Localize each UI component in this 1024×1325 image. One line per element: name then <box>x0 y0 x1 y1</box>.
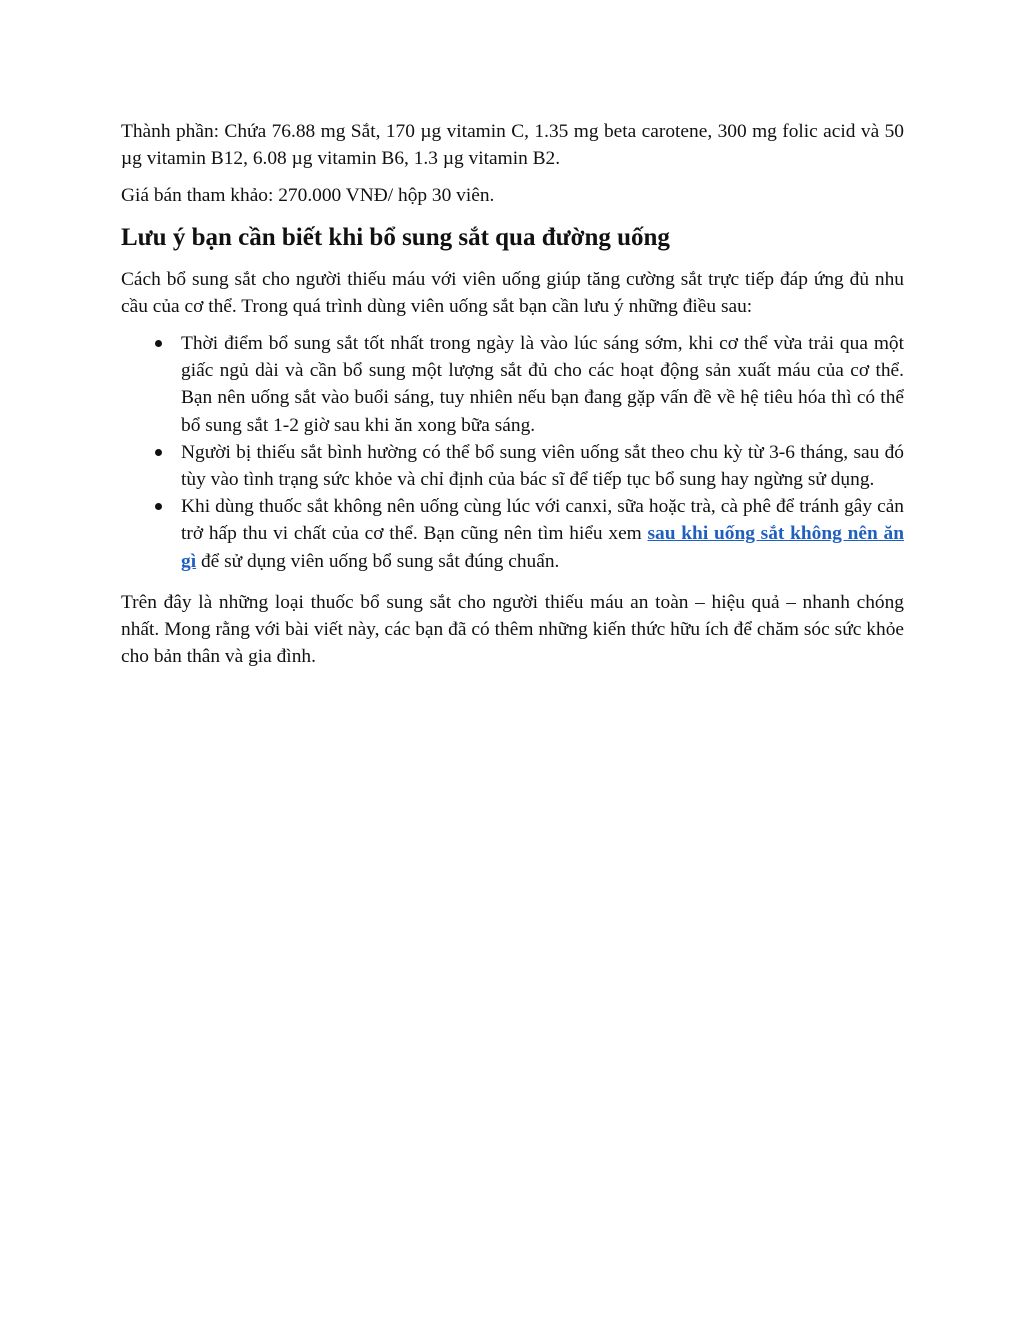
list-item-text-after: để sử dụng viên uống bổ sung sắt đúng chuẩn. <box>196 550 560 572</box>
section-heading: Lưu ý bạn cần biết khi bổ sung sắt qua đường uống <box>121 223 670 251</box>
list-item <box>121 493 904 575</box>
iron-food-link[interactable]: sau khi uống sắt không nên ăn gì <box>181 523 904 572</box>
bullet-dot-icon <box>155 503 162 510</box>
tips-list <box>121 330 904 575</box>
price-paragraph: Giá bán tham khảo: 270.000 VNĐ/ hộp 30 viên. <box>121 185 495 207</box>
bullet-dot-icon <box>155 449 162 456</box>
conclusion-paragraph: Trên đây là những loại thuốc bổ sung sắt cho người thiếu máu an toàn – hiệu quả – nhanh chóng nhất. Mong rằng với bài viết này, các bạn đã có thêm những kiến thức hữu ích để chăm sóc sức khỏe cho bản thân và gia đình. <box>121 591 904 668</box>
list-item <box>121 330 904 439</box>
ingredients-paragraph: Thành phần: Chứa 76.88 mg Sắt, 170 µg vitamin C, 1.35 mg beta carotene, 300 mg folic acid và 50 µg vitamin B12, 6.08 µg vitamin B6, 1.3 µg vitamin B2. <box>121 121 904 170</box>
document-page <box>121 118 904 680</box>
list-item-text-before: Khi dùng thuốc sắt không nên uống cùng lúc với canxi, sữa hoặc trà, cà phê để tránh gây cản trở hấp thu vi chất của cơ thể. Bạn cũng nên tìm hiểu xem <box>181 496 904 545</box>
list-item-text: Thời điểm bổ sung sắt tốt nhất trong ngày là vào lúc sáng sớm, khi cơ thể vừa trải qua một giấc ngủ dài và cần bổ sung một lượng sắt đủ cho các hoạt động sản xuất máu của cơ thể. Bạn nên uống sắt vào buổi sáng, tuy nhiên nếu bạn đang gặp vấn đề về hệ tiêu hóa thì có thể bổ sung sắt 1-2 giờ sau khi ăn xong bữa sáng. <box>181 333 904 436</box>
list-item-text: Người bị thiếu sắt bình hường có thể bổ sung viên uống sắt theo chu kỳ từ 3-6 tháng, sau đó tùy vào tình trạng sức khỏe và chỉ định của bác sĩ để tiếp tục bổ sung hay ngừng sử dụng. <box>181 441 904 491</box>
intro-paragraph: Cách bổ sung sắt cho người thiếu máu với viên uống giúp tăng cường sắt trực tiếp đáp ứng đủ nhu cầu của cơ thể. Trong quá trình dùng viên uống sắt bạn cần lưu ý những điều sau: <box>121 268 904 317</box>
bullet-dot-icon <box>155 340 162 347</box>
list-item <box>121 439 904 493</box>
